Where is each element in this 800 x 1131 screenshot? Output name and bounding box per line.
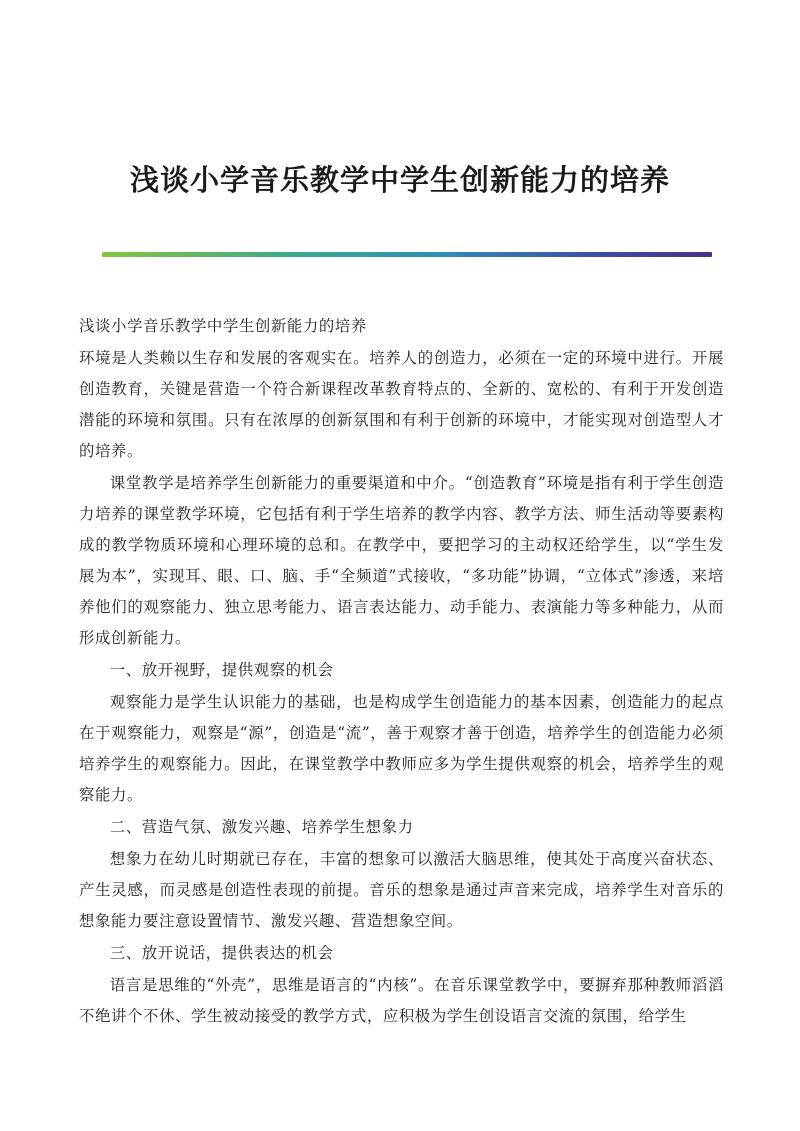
section-heading: 三、放开说话，提供表达的机会 [109,944,334,962]
paragraph: 环境是人类赖以生存和发展的客观实在。培养人的创造力，必须在一定的环境中进行。开展创造教育，关键是营造一个符合新课程改革教育特点的、全新的、宽松的、有利于开发创造潜能的环境和氛围。只有在浓厚的创新氛围和有利于创新的环境中，才能实现对创造型人才的培养。 [79,349,724,460]
section-heading: 一、放开视野，提供观察的机会 [109,661,334,679]
document-body [79,311,724,1033]
paragraph: 观察能力是学生认识能力的基础，也是构成学生创造能力的基本因素，创造能力的起点在于观察能力，观察是“源”，创造是“流”，善于观察才善于创造，培养学生的创造能力必须培养学生的观察能力。因此，在课堂教学中教师应多为学生提供观察的机会，培养学生的观察能力。 [79,693,724,804]
title-divider [102,252,712,257]
paragraph: 语言是思维的“外壳”，思维是语言的“内核”。在音乐课堂教学中，要摒弃那种教师滔滔不绝讲个不休、学生被动接受的教学方式，应积极为学生创设语言交流的氛围，给学生 [79,976,724,1025]
paragraph: 课堂教学是培养学生创新能力的重要渠道和中介。“创造教育”环境是指有利于学生创造力培养的课堂教学环境，它包括有利于学生培养的教学内容、教学方法、师生活动等要素构成的教学物质环境和心理环境的总和。在教学中，要把学习的主动权还给学生，以“学生发展为本”，实现耳、眼、口、脑、手“全频道”式接收，“多功能”协调，“立体式”渗透，来培养他们的观察能力、独立思考能力、语言表达能力、动手能力、表演能力等多种能力，从而形成创新能力。 [79,474,724,647]
section-heading: 二、营造气氛、激发兴趣、培养学生想象力 [109,818,414,836]
paragraph: 想象力在幼儿时期就已存在，丰富的想象可以激活大脑思维，使其处于高度兴奋状态、产生灵感，而灵感是创造性表现的前提。音乐的想象是通过声音来完成，培养学生对音乐的想象能力要注意设置情节、激发兴趣、营造想象空间。 [79,850,724,930]
document-subtitle: 浅谈小学音乐教学中学生创新能力的培养 [79,317,367,335]
document-title: 浅谈小学音乐教学中学生创新能力的培养 [129,163,670,197]
